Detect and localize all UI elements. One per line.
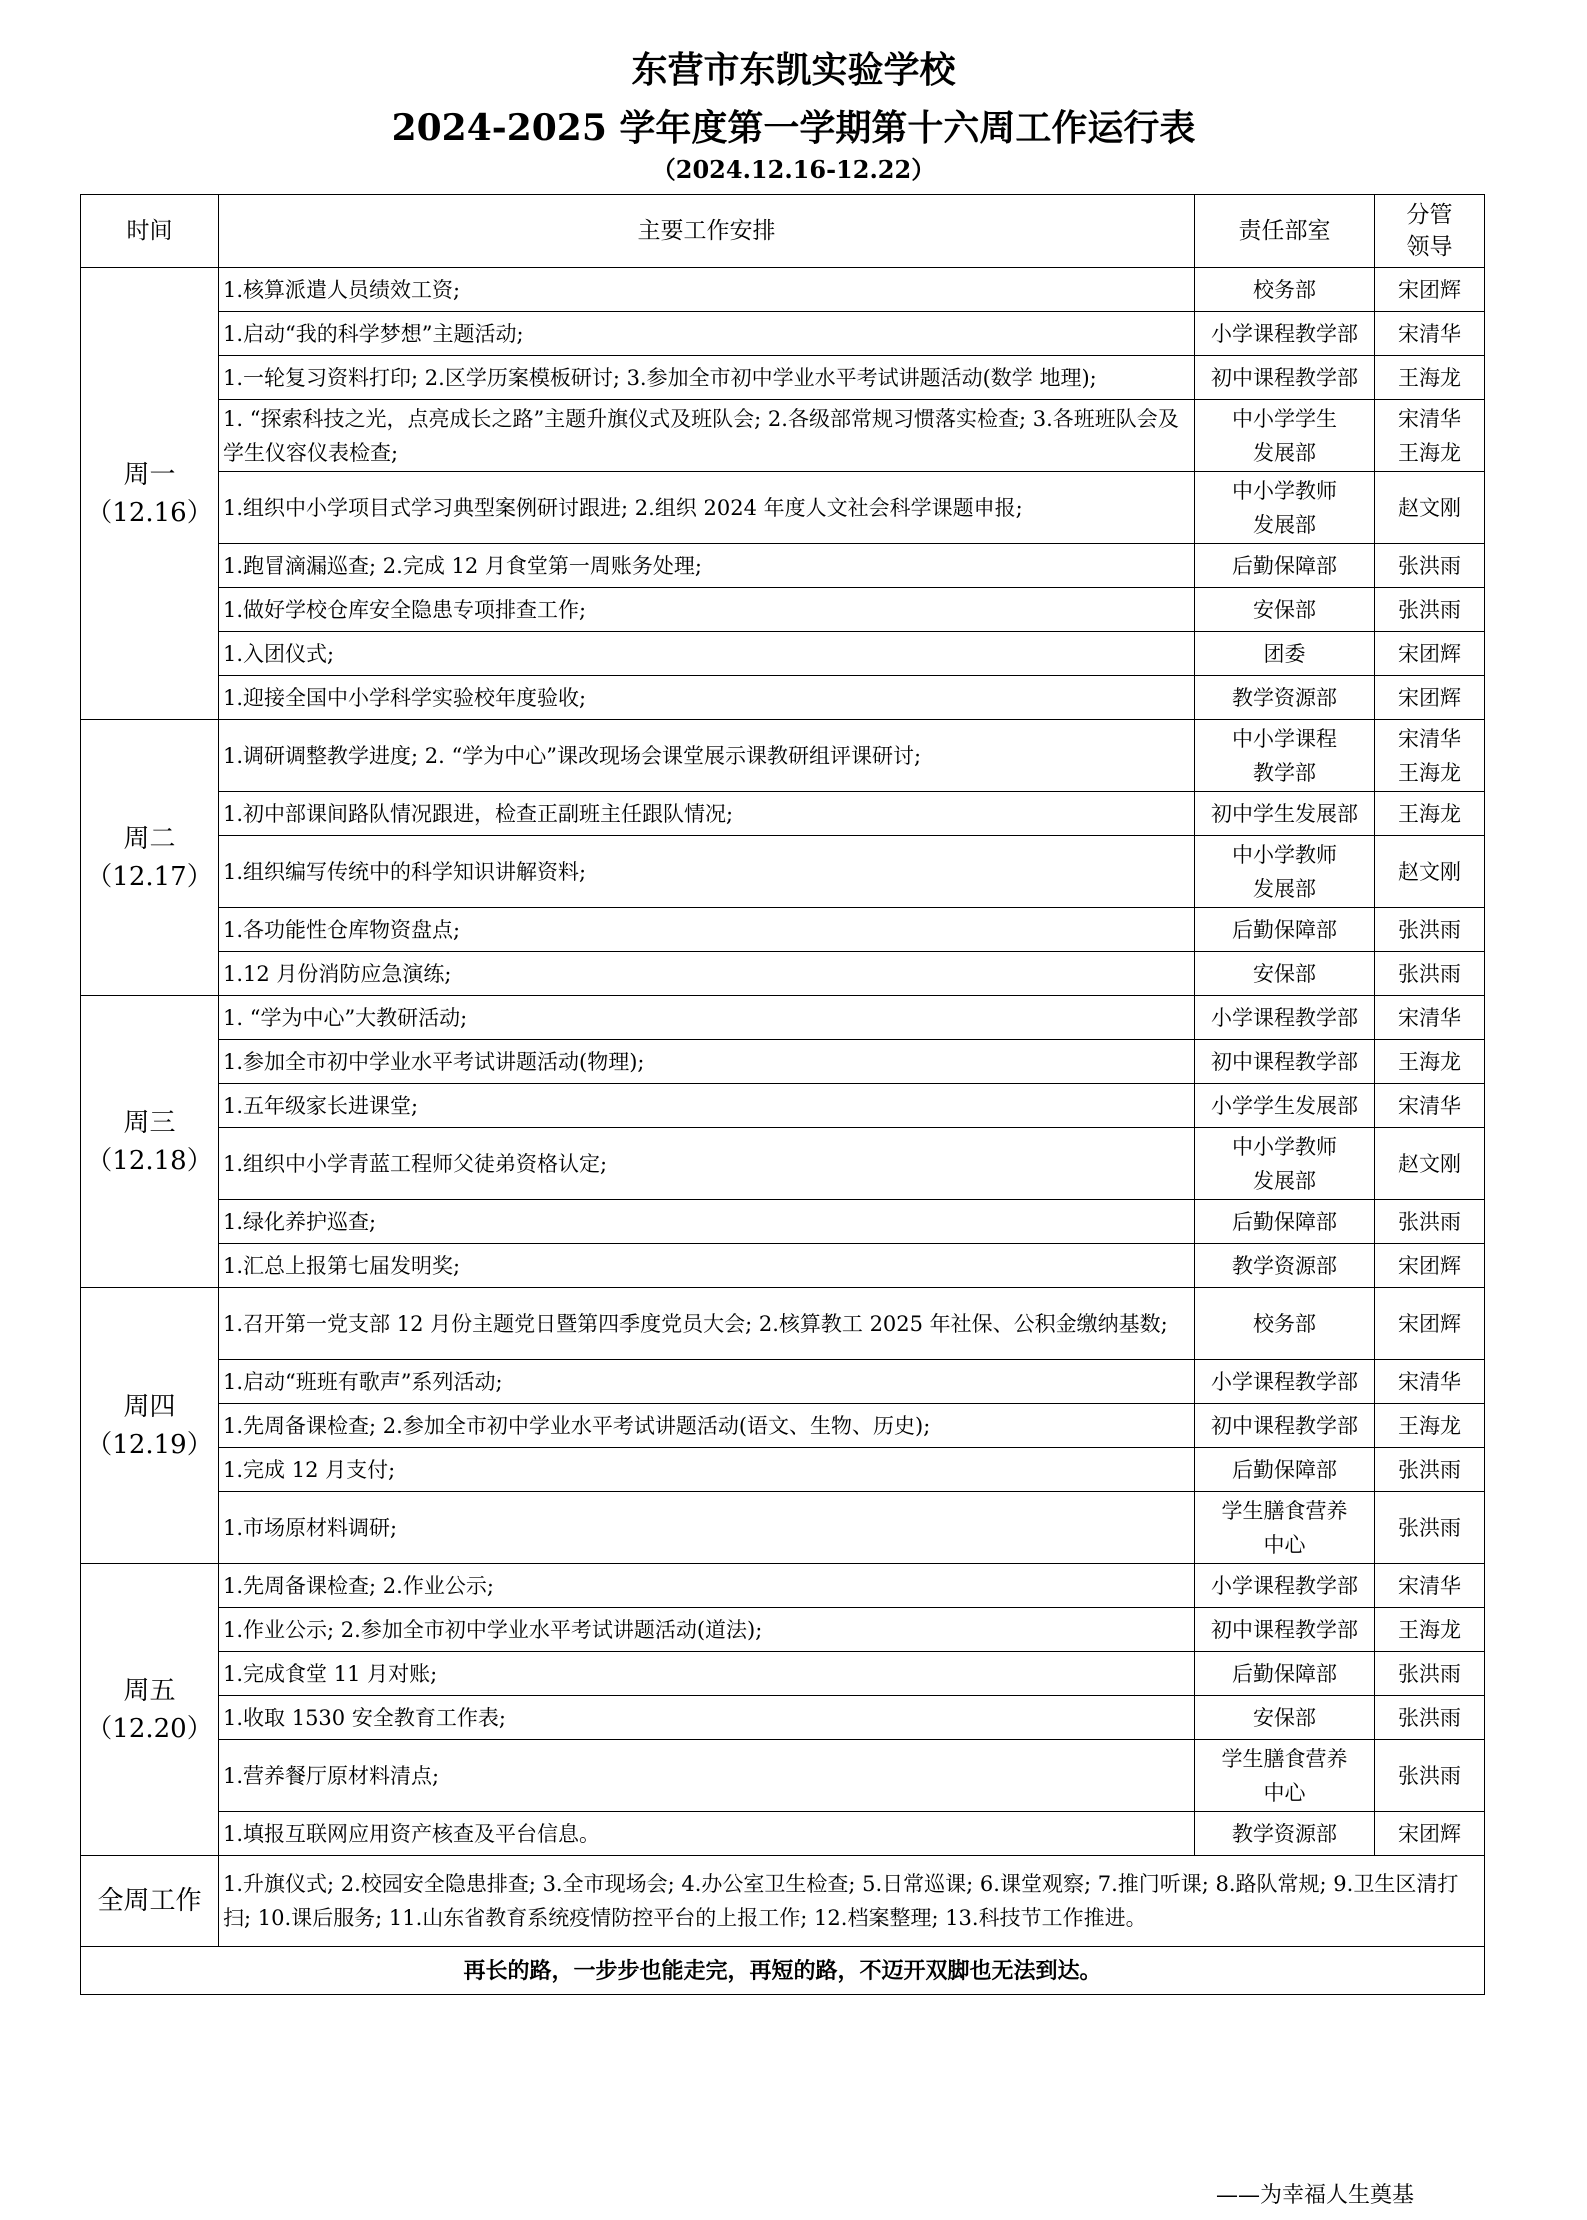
lead-cell bbox=[1375, 1812, 1485, 1856]
lead-line: 赵文刚 bbox=[1398, 495, 1461, 520]
work-item: 1.核算派遣人员绩效工资; bbox=[219, 268, 1195, 312]
dept-line: 中小学课程 bbox=[1232, 726, 1337, 751]
dept-cell bbox=[1195, 1492, 1375, 1564]
dept-cell bbox=[1195, 836, 1375, 908]
work-item: 1.组织中小学项目式学习典型案例研讨跟进; 2.组织 2024 年度人文社会科学课题申报; bbox=[219, 472, 1195, 544]
lead-cell bbox=[1375, 1128, 1485, 1200]
lead-cell bbox=[1375, 400, 1485, 472]
day-date: （12.16） bbox=[86, 497, 213, 528]
day-cell bbox=[81, 1288, 219, 1564]
work-item: 1.填报互联网应用资产核查及平台信息。 bbox=[219, 1812, 1195, 1856]
work-item: 1.五年级家长进课堂; bbox=[219, 1084, 1195, 1128]
lead-cell bbox=[1375, 1040, 1485, 1084]
dept-line: 后勤保障部 bbox=[1232, 917, 1337, 942]
work-item: 1. “探索科技之光，点亮成长之路”主题升旗仪式及班队会; 2.各级部常规习惯落实检查; 3.各班班队会及学生仪容仪表检查; bbox=[219, 400, 1195, 472]
dept-line: 发展部 bbox=[1253, 440, 1316, 465]
dept-line: 小学课程教学部 bbox=[1211, 1573, 1358, 1598]
dept-cell bbox=[1195, 268, 1375, 312]
table-row bbox=[81, 792, 1485, 836]
dept-line: 中小学教师 bbox=[1232, 1134, 1337, 1159]
lead-line: 宋清华 bbox=[1398, 1093, 1461, 1118]
table-row bbox=[81, 1128, 1485, 1200]
dept-line: 教学资源部 bbox=[1232, 1821, 1337, 1846]
table-row bbox=[81, 1564, 1485, 1608]
table-row bbox=[81, 356, 1485, 400]
lead-line: 王海龙 bbox=[1398, 1049, 1461, 1074]
lead-line: 宋团辉 bbox=[1398, 641, 1461, 666]
work-item: 1.营养餐厅原材料清点; bbox=[219, 1740, 1195, 1812]
lead-cell bbox=[1375, 1740, 1485, 1812]
table-row bbox=[81, 1040, 1485, 1084]
lead-cell bbox=[1375, 792, 1485, 836]
lead-cell bbox=[1375, 544, 1485, 588]
table-row bbox=[81, 908, 1485, 952]
lead-line: 张洪雨 bbox=[1398, 1457, 1461, 1482]
dept-cell bbox=[1195, 1040, 1375, 1084]
dept-cell bbox=[1195, 1084, 1375, 1128]
day-name: 周四 bbox=[123, 1391, 176, 1422]
dept-line: 后勤保障部 bbox=[1232, 553, 1337, 578]
work-item: 1.跑冒滴漏巡查; 2.完成 12 月食堂第一周账务处理; bbox=[219, 544, 1195, 588]
dept-line: 发展部 bbox=[1253, 876, 1316, 901]
dept-cell bbox=[1195, 1652, 1375, 1696]
lead-line: 王海龙 bbox=[1398, 440, 1461, 465]
lead-cell bbox=[1375, 1564, 1485, 1608]
table-row bbox=[81, 632, 1485, 676]
dept-cell bbox=[1195, 1740, 1375, 1812]
work-item: 1.做好学校仓库安全隐患专项排查工作; bbox=[219, 588, 1195, 632]
lead-cell bbox=[1375, 632, 1485, 676]
work-item: 1.绿化养护巡查; bbox=[219, 1200, 1195, 1244]
lead-cell bbox=[1375, 952, 1485, 996]
lead-line: 张洪雨 bbox=[1398, 961, 1461, 986]
day-cell bbox=[81, 996, 219, 1288]
table-row bbox=[81, 1740, 1485, 1812]
table-row bbox=[81, 312, 1485, 356]
dept-cell bbox=[1195, 632, 1375, 676]
work-item: 1.先周备课检查; 2.参加全市初中学业水平考试讲题活动(语文、生物、历史); bbox=[219, 1404, 1195, 1448]
table-row bbox=[81, 1812, 1485, 1856]
dept-cell bbox=[1195, 676, 1375, 720]
lead-cell bbox=[1375, 908, 1485, 952]
lead-cell bbox=[1375, 836, 1485, 908]
table-row bbox=[81, 996, 1485, 1040]
lead-cell bbox=[1375, 1084, 1485, 1128]
table-row bbox=[81, 1448, 1485, 1492]
col-lead-header-line: 分管 bbox=[1406, 202, 1453, 228]
table-row bbox=[81, 1492, 1485, 1564]
lead-line: 张洪雨 bbox=[1398, 597, 1461, 622]
lead-line: 宋团辉 bbox=[1398, 1311, 1461, 1336]
lead-cell bbox=[1375, 1404, 1485, 1448]
dept-cell bbox=[1195, 908, 1375, 952]
work-item: 1.汇总上报第七届发明奖; bbox=[219, 1244, 1195, 1288]
dept-cell bbox=[1195, 1404, 1375, 1448]
dept-line: 中小学教师 bbox=[1232, 478, 1337, 503]
dept-line: 安保部 bbox=[1253, 1705, 1316, 1730]
day-name: 周三 bbox=[123, 1107, 176, 1138]
table-row bbox=[81, 1360, 1485, 1404]
lead-line: 王海龙 bbox=[1398, 1413, 1461, 1438]
dept-cell bbox=[1195, 1812, 1375, 1856]
day-cell bbox=[81, 268, 219, 720]
lead-line: 宋清华 bbox=[1398, 1573, 1461, 1598]
day-name: 周五 bbox=[123, 1675, 176, 1706]
work-item: 1.完成食堂 11 月对账; bbox=[219, 1652, 1195, 1696]
lead-cell bbox=[1375, 1492, 1485, 1564]
week-work-label: 全周工作 bbox=[81, 1856, 219, 1947]
lead-line: 王海龙 bbox=[1398, 801, 1461, 826]
date-range: （2024.12.16-12.22） bbox=[651, 155, 936, 184]
work-item: 1.各功能性仓库物资盘点; bbox=[219, 908, 1195, 952]
table-row bbox=[81, 472, 1485, 544]
dept-line: 初中学生发展部 bbox=[1211, 801, 1358, 826]
dept-line: 初中课程教学部 bbox=[1211, 1413, 1358, 1438]
lead-line: 张洪雨 bbox=[1398, 553, 1461, 578]
work-item: 1.启动“班班有歌声”系列活动; bbox=[219, 1360, 1195, 1404]
work-item: 1.迎接全国中小学科学实验校年度验收; bbox=[219, 676, 1195, 720]
work-item: 1.12 月份消防应急演练; bbox=[219, 952, 1195, 996]
dept-line: 教学资源部 bbox=[1232, 685, 1337, 710]
work-item: 1.一轮复习资料打印; 2.区学历案模板研讨; 3.参加全市初中学业水平考试讲题活动(数学 地理); bbox=[219, 356, 1195, 400]
table-row bbox=[81, 544, 1485, 588]
lead-cell bbox=[1375, 588, 1485, 632]
lead-line: 张洪雨 bbox=[1398, 1763, 1461, 1788]
dept-cell bbox=[1195, 312, 1375, 356]
lead-line: 王海龙 bbox=[1398, 1617, 1461, 1642]
lead-cell bbox=[1375, 676, 1485, 720]
lead-line: 张洪雨 bbox=[1398, 1209, 1461, 1234]
lead-line: 宋清华 bbox=[1398, 1369, 1461, 1394]
work-item: 1.作业公示; 2.参加全市初中学业水平考试讲题活动(道法); bbox=[219, 1608, 1195, 1652]
lead-line: 宋团辉 bbox=[1398, 1253, 1461, 1278]
lead-line: 宋清华 bbox=[1398, 1005, 1461, 1030]
dept-cell bbox=[1195, 544, 1375, 588]
table-row bbox=[81, 1696, 1485, 1740]
work-item: 1.入团仪式; bbox=[219, 632, 1195, 676]
page-title: 2024-2025 学年度第一学期第十六周工作运行表 bbox=[391, 107, 1196, 149]
col-lead-header-line: 领导 bbox=[1406, 234, 1453, 260]
day-date: （12.17） bbox=[86, 861, 213, 892]
lead-cell bbox=[1375, 1360, 1485, 1404]
dept-line: 初中课程教学部 bbox=[1211, 365, 1358, 390]
dept-line: 中心 bbox=[1263, 1780, 1306, 1805]
motto-row bbox=[81, 1947, 1485, 1995]
col-time-header: 时间 bbox=[81, 195, 219, 268]
work-item: 1.参加全市初中学业水平考试讲题活动(物理); bbox=[219, 1040, 1195, 1084]
dept-line: 校务部 bbox=[1253, 277, 1316, 302]
dept-line: 中心 bbox=[1263, 1532, 1306, 1557]
dept-cell bbox=[1195, 1564, 1375, 1608]
lead-cell bbox=[1375, 1652, 1485, 1696]
table-row bbox=[81, 1652, 1485, 1696]
dept-line: 小学课程教学部 bbox=[1211, 321, 1358, 346]
dept-line: 安保部 bbox=[1253, 961, 1316, 986]
lead-line: 张洪雨 bbox=[1398, 1515, 1461, 1540]
lead-line: 张洪雨 bbox=[1398, 1661, 1461, 1686]
dept-line: 安保部 bbox=[1253, 597, 1316, 622]
dept-cell bbox=[1195, 1448, 1375, 1492]
table-row bbox=[81, 1244, 1485, 1288]
school-name: 东营市东凯实验学校 bbox=[631, 49, 956, 91]
lead-line: 张洪雨 bbox=[1398, 917, 1461, 942]
dept-cell bbox=[1195, 1244, 1375, 1288]
work-item: 1. “学为中心”大教研活动; bbox=[219, 996, 1195, 1040]
lead-cell bbox=[1375, 268, 1485, 312]
lead-line: 宋清华 bbox=[1398, 406, 1461, 431]
dept-cell bbox=[1195, 1360, 1375, 1404]
table-row bbox=[81, 952, 1485, 996]
dept-line: 教学资源部 bbox=[1232, 1253, 1337, 1278]
dept-cell bbox=[1195, 1696, 1375, 1740]
lead-line: 宋团辉 bbox=[1398, 685, 1461, 710]
work-item: 1.市场原材料调研; bbox=[219, 1492, 1195, 1564]
dept-line: 团委 bbox=[1263, 641, 1306, 666]
dept-cell bbox=[1195, 1200, 1375, 1244]
work-item: 1.启动“我的科学梦想”主题活动; bbox=[219, 312, 1195, 356]
table-row bbox=[81, 720, 1485, 792]
week-work-text: 1.升旗仪式; 2.校园安全隐患排查; 3.全市现场会; 4.办公室卫生检查; 5.日常巡课; 6.课堂观察; 7.推门听课; 8.路队常规; 9.卫生区清打扫; 10.课后服务; 11.山东省教育系统疫情防控平台的上报工作; 12.档案整理; 13.科技节工作推进。 bbox=[219, 1856, 1485, 1947]
dept-line: 小学课程教学部 bbox=[1211, 1369, 1358, 1394]
dept-cell bbox=[1195, 1288, 1375, 1360]
dept-cell bbox=[1195, 588, 1375, 632]
lead-cell bbox=[1375, 1244, 1485, 1288]
schedule-body bbox=[81, 268, 1485, 1856]
dept-line: 后勤保障部 bbox=[1232, 1661, 1337, 1686]
day-date: （12.18） bbox=[86, 1145, 213, 1176]
lead-line: 张洪雨 bbox=[1398, 1705, 1461, 1730]
lead-line: 宋团辉 bbox=[1398, 1821, 1461, 1846]
work-item: 1.组织中小学青蓝工程师父徒弟资格认定; bbox=[219, 1128, 1195, 1200]
col-work-header: 主要工作安排 bbox=[219, 195, 1195, 268]
dept-line: 小学课程教学部 bbox=[1211, 1005, 1358, 1030]
table-row bbox=[81, 588, 1485, 632]
dept-line: 后勤保障部 bbox=[1232, 1457, 1337, 1482]
dept-cell bbox=[1195, 720, 1375, 792]
table-row bbox=[81, 836, 1485, 908]
header-row bbox=[81, 195, 1485, 268]
dept-cell bbox=[1195, 400, 1375, 472]
dept-line: 发展部 bbox=[1253, 1168, 1316, 1193]
lead-cell bbox=[1375, 356, 1485, 400]
lead-cell bbox=[1375, 1288, 1485, 1360]
work-item: 1.先周备课检查; 2.作业公示; bbox=[219, 1564, 1195, 1608]
dept-line: 学生膳食营养 bbox=[1221, 1498, 1348, 1523]
dept-cell bbox=[1195, 996, 1375, 1040]
dept-line: 教学部 bbox=[1253, 760, 1316, 785]
dept-line: 学生膳食营养 bbox=[1221, 1746, 1348, 1771]
day-name: 周一 bbox=[123, 459, 176, 490]
dept-cell bbox=[1195, 952, 1375, 996]
lead-cell bbox=[1375, 472, 1485, 544]
dept-cell bbox=[1195, 1128, 1375, 1200]
day-date: （12.20） bbox=[86, 1713, 213, 1744]
lead-cell bbox=[1375, 996, 1485, 1040]
lead-line: 宋清华 bbox=[1398, 726, 1461, 751]
dept-line: 中小学学生 bbox=[1232, 406, 1337, 431]
table-row bbox=[81, 676, 1485, 720]
work-item: 1.召开第一党支部 12 月份主题党日暨第四季度党员大会; 2.核算教工 2025 年社保、公积金缴纳基数; bbox=[219, 1288, 1195, 1360]
dept-line: 发展部 bbox=[1253, 512, 1316, 537]
week-work-row bbox=[81, 1856, 1485, 1947]
col-lead-header bbox=[1375, 195, 1485, 268]
table-row bbox=[81, 1084, 1485, 1128]
dept-line: 校务部 bbox=[1253, 1311, 1316, 1336]
table-row bbox=[81, 1200, 1485, 1244]
signature: ——为幸福人生奠基 bbox=[1216, 2183, 1415, 2208]
schedule-table bbox=[80, 194, 1485, 1995]
day-date: （12.19） bbox=[86, 1429, 213, 1460]
dept-cell bbox=[1195, 1608, 1375, 1652]
table-row bbox=[81, 268, 1485, 312]
dept-cell bbox=[1195, 792, 1375, 836]
lead-line: 宋团辉 bbox=[1398, 277, 1461, 302]
table-row bbox=[81, 1608, 1485, 1652]
dept-line: 小学学生发展部 bbox=[1211, 1093, 1358, 1118]
dept-line: 初中课程教学部 bbox=[1211, 1049, 1358, 1074]
col-dept-header: 责任部室 bbox=[1195, 195, 1375, 268]
lead-cell bbox=[1375, 1448, 1485, 1492]
dept-cell bbox=[1195, 472, 1375, 544]
work-item: 1.初中部课间路队情况跟进，检查正副班主任跟队情况; bbox=[219, 792, 1195, 836]
dept-line: 初中课程教学部 bbox=[1211, 1617, 1358, 1642]
dept-cell bbox=[1195, 356, 1375, 400]
dept-line: 后勤保障部 bbox=[1232, 1209, 1337, 1234]
lead-line: 王海龙 bbox=[1398, 365, 1461, 390]
work-item: 1.收取 1530 安全教育工作表; bbox=[219, 1696, 1195, 1740]
work-item: 1.调研调整教学进度; 2. “学为中心”课改现场会课堂展示课教研组评课研讨; bbox=[219, 720, 1195, 792]
table-row bbox=[81, 400, 1485, 472]
lead-cell bbox=[1375, 1696, 1485, 1740]
day-name: 周二 bbox=[123, 823, 176, 854]
lead-cell bbox=[1375, 312, 1485, 356]
work-item: 1.组织编写传统中的科学知识讲解资料; bbox=[219, 836, 1195, 908]
work-item: 1.完成 12 月支付; bbox=[219, 1448, 1195, 1492]
table-row bbox=[81, 1404, 1485, 1448]
lead-line: 赵文刚 bbox=[1398, 859, 1461, 884]
dept-line: 中小学教师 bbox=[1232, 842, 1337, 867]
lead-line: 赵文刚 bbox=[1398, 1151, 1461, 1176]
day-cell bbox=[81, 1564, 219, 1856]
lead-line: 宋清华 bbox=[1398, 321, 1461, 346]
lead-cell bbox=[1375, 1200, 1485, 1244]
lead-cell bbox=[1375, 1608, 1485, 1652]
motto-text: 再长的路，一步步也能走完，再短的路，不迈开双脚也无法到达。 bbox=[81, 1947, 1485, 1995]
lead-line: 王海龙 bbox=[1398, 760, 1461, 785]
lead-cell bbox=[1375, 720, 1485, 792]
table-row bbox=[81, 1288, 1485, 1360]
day-cell bbox=[81, 720, 219, 996]
